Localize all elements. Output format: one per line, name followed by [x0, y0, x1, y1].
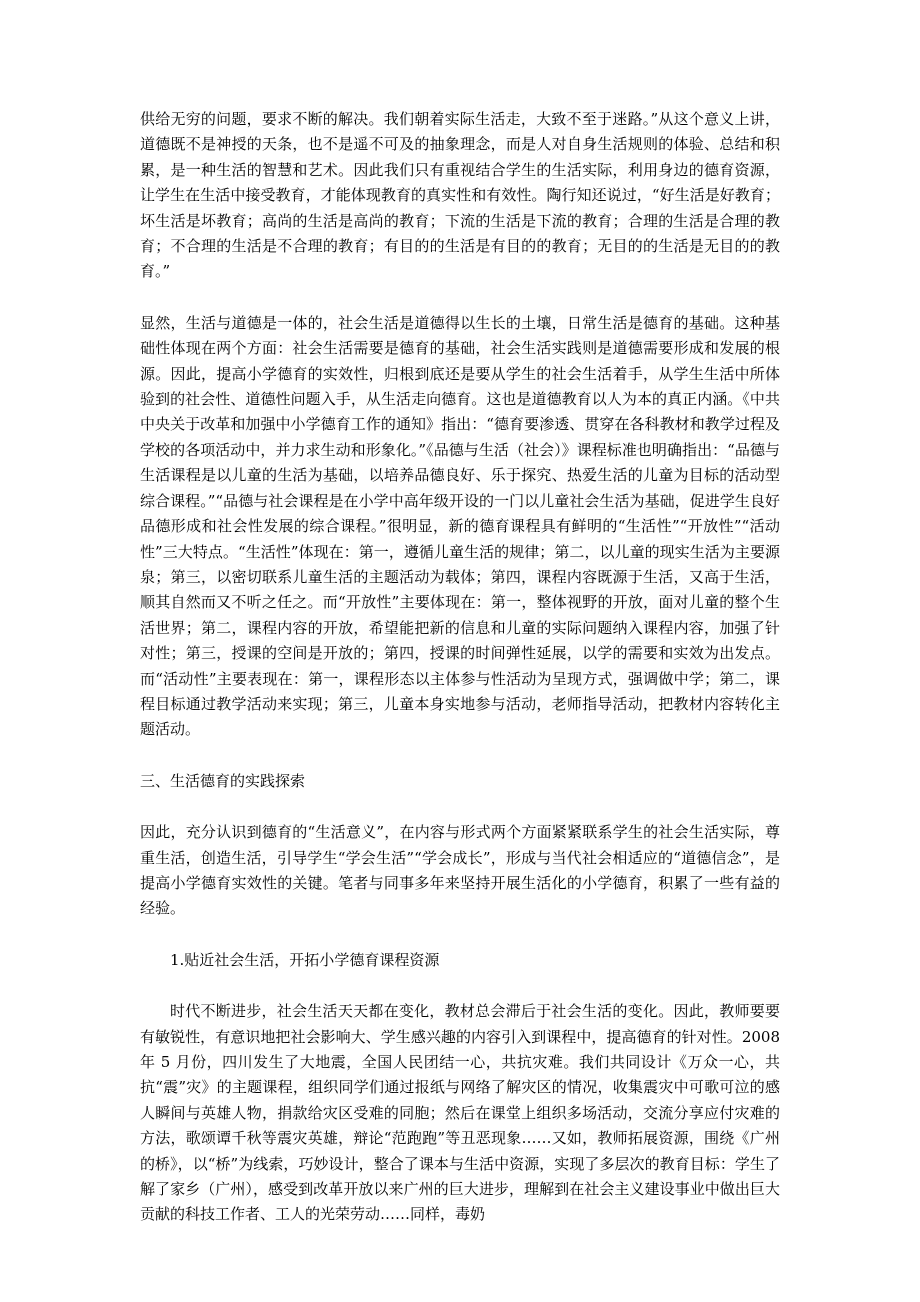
paragraph-gap [140, 922, 780, 948]
paragraph-gap [140, 973, 780, 999]
paragraph-gap [140, 743, 780, 769]
section-heading-practice: 三、生活德育的实践探索 [140, 771, 306, 790]
document-page [140, 107, 780, 1228]
paragraph-life-and-morality: 显然，生活与道德是一体的，社会生活是道德得以生长的土壤，日常生活是德育的基础。这种基础性体现在两个方面：社会生活需要是德育的基础，社会生活实践则是道德需要形成和发展的根源。因此，提高小学德育的实效性，归根到底还是要从学生的社会生活着手，从学生生活中所体验到的社会性、道德性问题入手，从生活走向德育。这也是道德教育以人为本的真正内涵。《中共中央关于改革和加强中小学德育工作的通知》指出：“德育要渗透、贯穿在各科教材和教学过程及学校的各项活动中，并力求生动和形象化。”《品德与生活（社会）》课程标准也明确指出：“品德与生活课程是以儿童的生活为基础，以培养品德良好、乐于探究、热爱生活的儿童为目标的活动型综合课程。”“品德与社会课程是在小学中高年级开设的一门以儿童社会生活为基础，促进学生良好品德形成和社会性发展的综合课程。”很明显，新的德育课程具有鲜明的“生活性”“开放性”“活动性”三大特点。“生活性”体现在：第一，遵循儿童生活的规律；第二，以儿童的现实生活为主要源泉；第三，以密切联系儿童生活的主题活动为载体；第四，课程内容既源于生活，又高于生活，顺其自然而又不听之任之。而“开放性”主要体现在：第一，整体视野的开放，面对儿童的整个生活世界；第二，课程内容的开放，希望能把新的信息和儿童的实际问题纳入课程内容，加强了针对性；第三，授课的空间是开放的；第四，授课的时间弹性延展，以学的需要和实效为出发点。而“活动性”主要表现在：第一，课程形态以主体参与性活动为呈现方式，强调做中学；第二，课程目标通过教学活动来实现；第三，儿童本身实地参与活动，老师指导活动，把教材内容转化主题活动。 [140, 313, 780, 739]
paragraph-times-progress: 时代不断进步，社会生活天天都在变化，教材总会滞后于社会生活的变化。因此，教师要要有敏锐性，有意识地把社会影响大、学生感兴趣的内容引入到课程中，提高德育的针对性。2008 年 5 月份，四川发生了大地震，全国人民团结一心，共抗灾难。我们共同设计《万众一心，共抗“震”灾》的主题课程，组织同学们通过报纸与网络了解灾区的情况，收集震灾中可歌可泣的感人瞬间与英雄人物，捐款给灾区受难的同胞；然后在课堂上组织多场活动，交流分享应付灾难的方法，歌颂谭千秋等震灾英雄，辩论“范跑跑”等丑恶现象……又如，教师拓展资源，围绕《广州的桥》，以“桥”为线索，巧妙设计，整合了课本与生活中资源，实现了多层次的教育目标：学生了解了家乡（广州），感受到改革开放以来广州的巨大进步，理解到在社会主义建设事业中做出巨大贡献的科技工作者、工人的光荣劳动……同样，毒奶 [140, 1002, 780, 1224]
paragraph-tao-xingzhi-quote: 供给无穷的问题，要求不断的解决。我们朝着实际生活走，大致不至于迷路。”从这个意义上讲，道德既不是神授的天条，也不是遥不可及的抽象理念，而是人对自身生活规则的体验、总结和积累，是一种生活的智慧和艺术。因此我们只有重视结合学生的生活实际，利用身边的德育资源，让学生在生活中接受教育，才能体现教育的真实性和有效性。陶行知还说过，“好生活是好教育；坏生活是坏教育；高尚的生活是高尚的教育；下流的生活是下流的教育；合理的生活是合理的教育；不合理的生活是不合理的教育；有目的的生活是有目的的教育；无目的的生活是无目的的教育。” [140, 110, 780, 281]
paragraph-gap [140, 794, 780, 820]
paragraph-gap [140, 285, 780, 311]
subheading-curriculum-resources: 1.贴近社会生活，开拓小学德育课程资源 [170, 950, 440, 969]
paragraph-life-meaning: 因此，充分认识到德育的“生活意义”，在内容与形式两个方面紧紧联系学生的社会生活实际，尊重生活，创造生活，引导学生“学会生活”“学会成长”，形成与当代社会相适应的“道德信念”，是提高小学德育实效性的关键。笔者与同事多年来坚持开展生活化的小学德育，积累了一些有益的经验。 [140, 823, 780, 918]
